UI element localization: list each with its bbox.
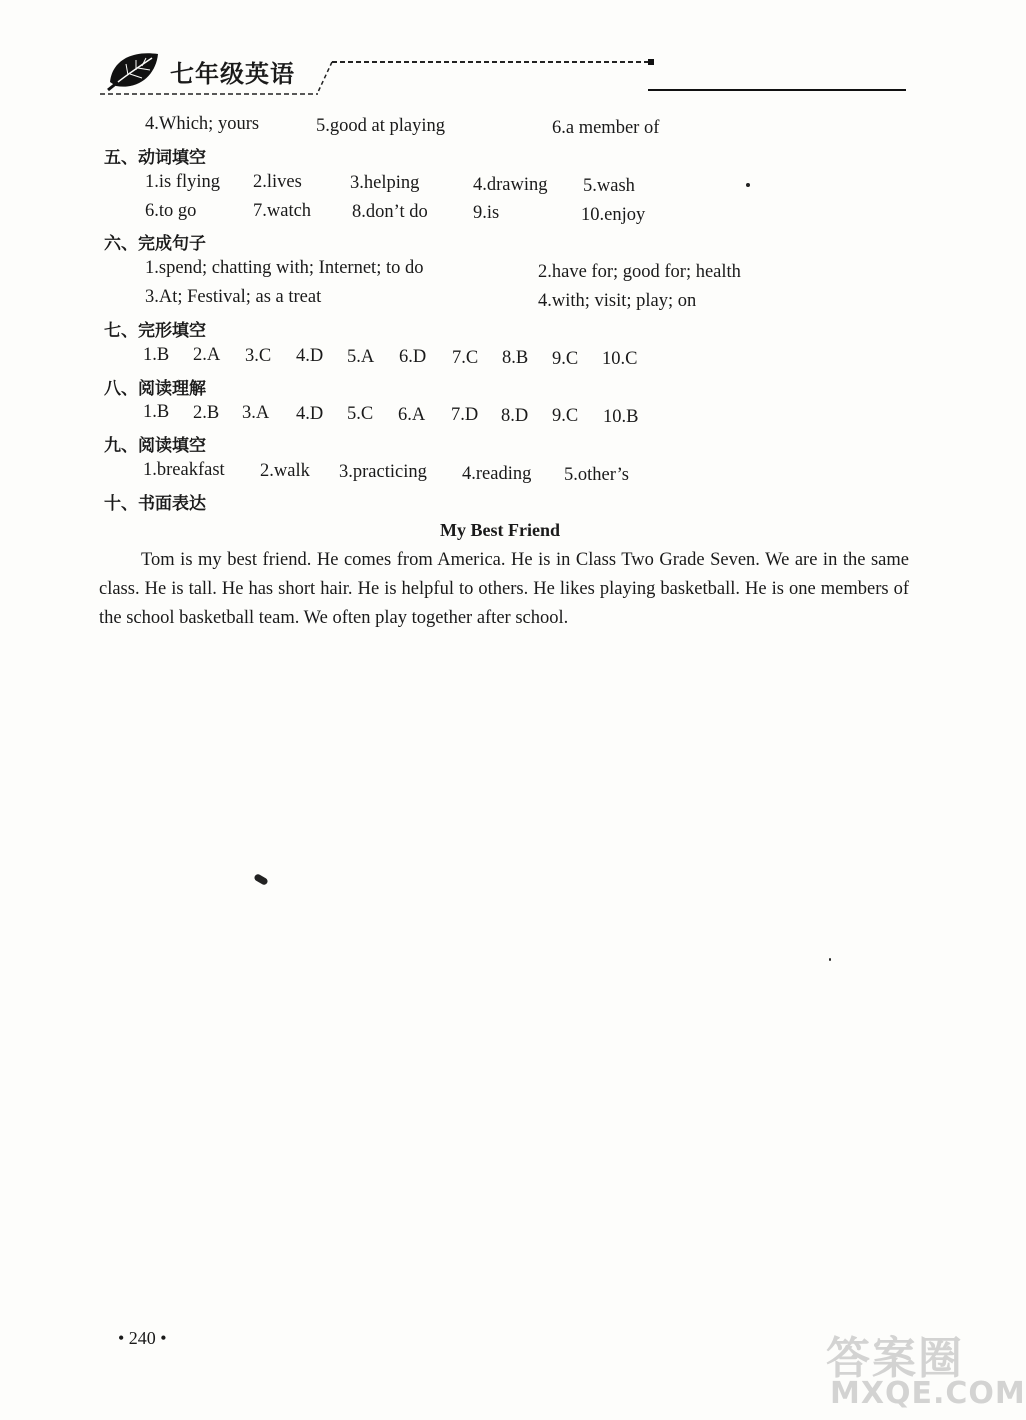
- answer-item: 7.D: [451, 405, 479, 425]
- answer-item: 5.C: [347, 404, 374, 424]
- answer-item: 9.is: [473, 203, 500, 223]
- answer-item: 3.helping: [350, 173, 420, 193]
- answer-item: 4.reading: [462, 464, 532, 484]
- answer-item: 8.B: [502, 348, 529, 368]
- answer-item: 2.lives: [253, 172, 302, 192]
- watermark: [822, 1322, 1026, 1412]
- answer-item: 6.to go: [145, 201, 197, 221]
- essay-title: My Best Friend: [440, 520, 560, 540]
- answer-item: 4.Which; yours: [145, 114, 260, 134]
- answer-item: 10.enjoy: [581, 205, 646, 225]
- answer-item: 3.At; Festival; as a treat: [145, 287, 322, 307]
- answer-item: 7.watch: [253, 201, 312, 221]
- answer-item: 4.drawing: [473, 175, 548, 195]
- answer-item: 1.B: [143, 345, 170, 365]
- answer-item: 1.breakfast: [143, 460, 225, 480]
- header-title: 七年级英语: [170, 60, 295, 88]
- section-heading: 八、阅读理解: [104, 379, 206, 399]
- answer-item: 3.practicing: [339, 462, 427, 482]
- essay-body: Tom is my best friend. He comes from America. He is in Class Two Grade Seven. We are in the same class. He is tall. He has short hair. He is helpful to others. He likes playing basketball. He is one members of the school basketball team. We often play together after school.: [99, 550, 909, 628]
- answer-item: 9.C: [552, 349, 579, 369]
- section-heading: 十、书面表达: [104, 494, 206, 514]
- answer-item: 2.walk: [260, 461, 310, 481]
- answer-item: 4.with; visit; play; on: [538, 291, 697, 311]
- scan-speck: [253, 873, 269, 886]
- scan-speck: [829, 958, 831, 961]
- answer-item: 2.A: [193, 345, 221, 365]
- answer-item: 10.B: [603, 407, 639, 427]
- section-heading: 六、完成句子: [104, 234, 206, 254]
- answer-item: 6.A: [398, 405, 426, 425]
- answer-item: 4.D: [296, 346, 324, 366]
- section-heading: 九、阅读填空: [104, 436, 206, 456]
- page-header: [100, 40, 910, 100]
- answer-item: 5.good at playing: [316, 116, 445, 136]
- answer-item: 9.C: [552, 406, 579, 426]
- answer-item: 5.other’s: [564, 465, 629, 485]
- answer-item: 7.C: [452, 348, 479, 368]
- answer-item: 5.A: [347, 347, 375, 367]
- answer-item: 2.B: [193, 403, 220, 423]
- answer-item: 1.spend; chatting with; Internet; to do: [145, 258, 424, 278]
- leaf-icon: [106, 48, 162, 92]
- page-number: • 240 •: [118, 1328, 167, 1348]
- answer-item: 6.a member of: [552, 118, 660, 138]
- watermark-logo: 答案圈: [826, 1333, 964, 1384]
- answer-item: 8.don’t do: [352, 202, 428, 222]
- scan-speck: [746, 183, 750, 187]
- answer-item: 4.D: [296, 404, 324, 424]
- section-heading: 五、动词填空: [104, 148, 206, 168]
- watermark-url: MXQE.COM: [830, 1376, 1026, 1411]
- answer-item: 10.C: [602, 349, 638, 369]
- answer-item: 1.B: [143, 402, 170, 422]
- answer-item: 2.have for; good for; health: [538, 262, 741, 282]
- section-heading: 七、完形填空: [104, 321, 206, 341]
- answer-item: 8.D: [501, 406, 529, 426]
- answer-item: 6.D: [399, 347, 427, 367]
- answer-item: 1.is flying: [145, 172, 221, 192]
- answer-item: 3.A: [242, 403, 270, 423]
- answer-item: 3.C: [245, 346, 272, 366]
- answer-item: 5.wash: [583, 176, 635, 196]
